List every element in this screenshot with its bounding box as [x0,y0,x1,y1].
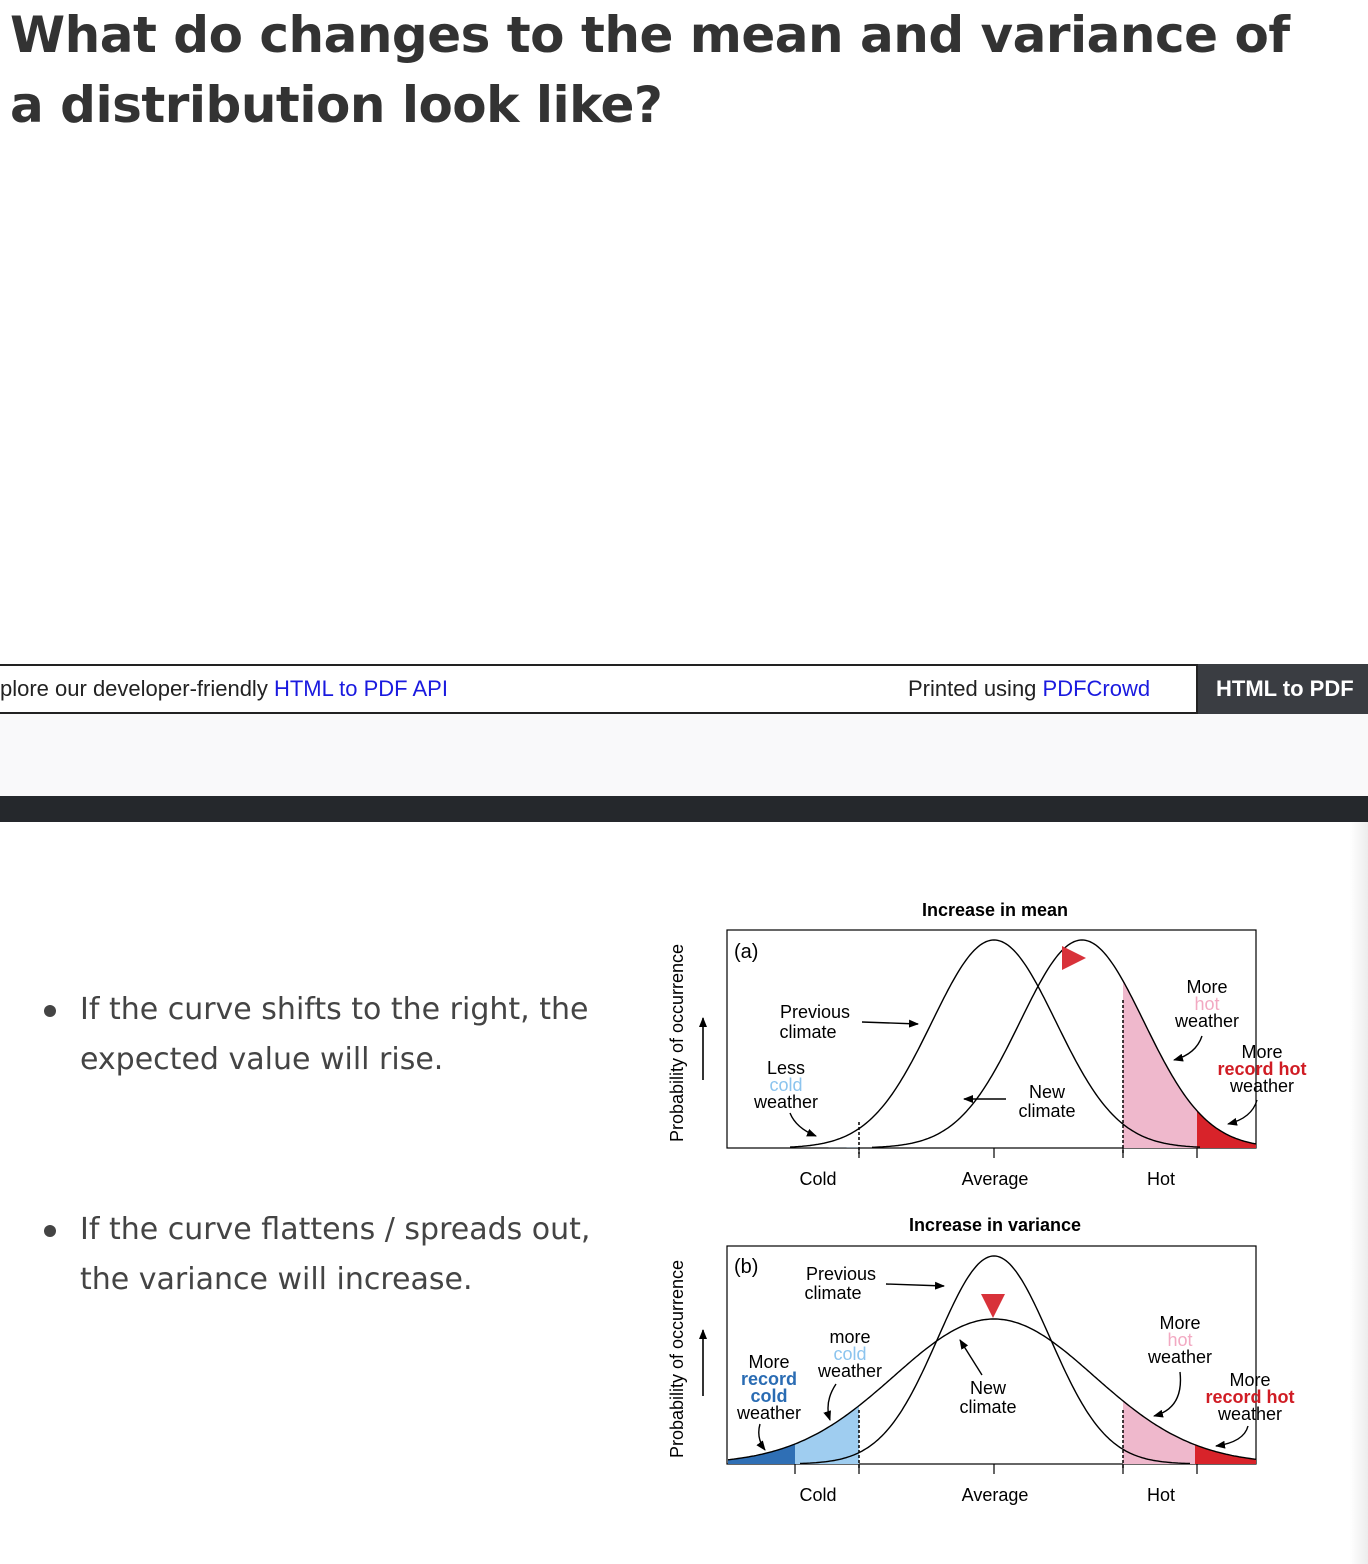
panel-a-record-hot-pointer [1228,1100,1257,1124]
panel-a-new-label: New climate [1018,1082,1076,1121]
panel-b-hot-label: More hot weather [1147,1313,1213,1367]
banner-promo-text: plore our developer-friendly [0,676,274,701]
panel-b-xtick-cold: Cold [799,1485,837,1505]
banner-printed-text: Printed using [908,676,1043,701]
panel-b-hot-pointer [1154,1372,1180,1416]
panel-b-letter: (b) [734,1256,759,1278]
panel-b-record-hot-label: More record hot weather [1205,1370,1295,1424]
panel-a-record-hot-label: More record hot weather [1217,1042,1307,1096]
panel-a-ylabel: Probability of occurrence [667,943,687,1143]
panel-b-new-pointer [960,1340,982,1375]
panel-b-record-cold-label: More record cold weather [736,1352,802,1423]
panel-a-cold-label: Less cold weather [753,1058,819,1112]
slide-edge-shadow [1350,822,1368,1564]
panel-b-xtick-hot: Hot [1146,1485,1176,1505]
panel-b-record-hot-pointer [1216,1426,1248,1446]
panel-a-previous-label: Previous climate [779,1002,851,1042]
panel-a-xtick-average: Average [961,1169,1029,1189]
page-gap [0,714,1368,796]
panel-b-title: Increase in variance [908,1215,1082,1235]
panel-b-ylabel: Probability of occurrence [667,1259,687,1459]
panel-b-new-label: New climate [959,1378,1017,1417]
panel-b-previous-label: Previous climate [804,1264,877,1303]
html-to-pdf-button[interactable]: HTML to PDF [1196,664,1368,714]
html-to-pdf-api-link[interactable]: HTML to PDF API [273,676,448,701]
pdf-banner [0,664,1368,714]
bullet-mean: If the curve shifts to the right, the expected value will rise. [40,985,630,1085]
panel-a-hot-region [1123,981,1197,1148]
panel-a-previous-pointer [862,1022,918,1024]
slide-title: What do changes to the mean and variance of a distribution look like? [10,6,1290,134]
bullet-list [40,985,630,1305]
panel-b-cold-label: more cold weather [817,1327,883,1381]
panel-b-cold-region [795,1406,859,1464]
panel-a-shift-arrowhead [1062,946,1086,970]
slide-top [0,0,1368,664]
panel-a-hot-pointer [1174,1036,1202,1060]
banner-promo [0,676,448,702]
panel-a-cold-pointer [790,1113,816,1136]
panel-a-title: Increase in mean [921,900,1069,920]
panel-a-xtick-cold: Cold [799,1169,837,1189]
banner-printed [908,676,1150,702]
panel-a-letter: (a) [734,941,759,963]
panel-b-cold-pointer [828,1384,836,1420]
bullet-variance: If the curve flattens / spreads out, the variance will increase. [40,1205,630,1305]
panel-b-xtick-average: Average [961,1485,1029,1505]
panel-b-record-cold-pointer [759,1424,765,1450]
panel-a-hot-label: More hot weather [1174,977,1240,1031]
panel-b-drop-arrowhead [981,1294,1005,1318]
pdfcrowd-link[interactable]: PDFCrowd [1042,676,1151,701]
slide-header-bar [0,796,1368,822]
climate-figure-svg [650,880,1330,1520]
climate-distribution-figure [650,880,1330,1520]
panel-a-xtick-hot: Hot [1146,1169,1176,1189]
panel-b-previous-pointer [886,1284,944,1286]
